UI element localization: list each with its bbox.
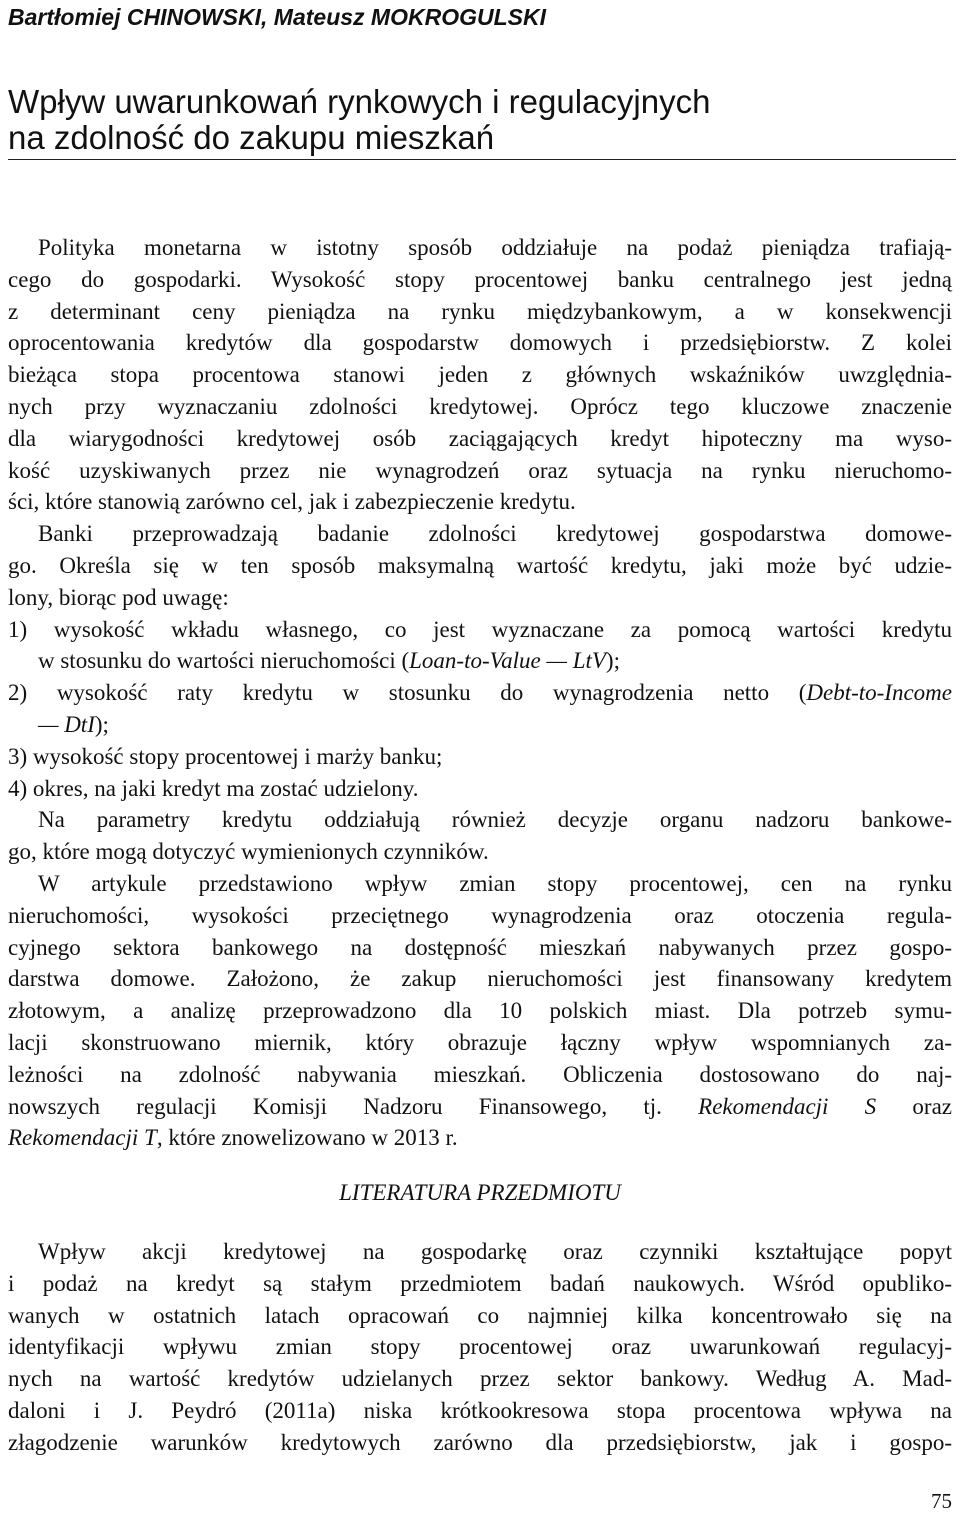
text-line: W artykule przedstawiono wpływ zmian stopy procentowej, cen na rynku: [38, 870, 952, 896]
list-item-2-line-2: — DtI);: [38, 711, 109, 737]
text-line: go. Określa się w ten sposób maksymalną wartość kredytu, jaki może być udzie-: [8, 552, 952, 578]
text-line: cego do gospodarki. Wysokość stopy procentowej banku centralnego jest jedną: [8, 266, 952, 292]
list-item-1-line-1: 1) wysokość wkładu własnego, co jest wyznaczane za pomocą wartości kredytu: [8, 616, 952, 642]
text-line: wanych w ostatnich latach opracowań co najmniej kilka koncentrowało się na: [8, 1302, 952, 1328]
article-title: [8, 84, 952, 156]
list-item-4: 4) okres, na jaki kredyt ma zostać udzielony.: [8, 775, 419, 801]
text-line: nieruchomości, wysokości przeciętnego wynagrodzenia oraz otoczenia regula-: [8, 902, 952, 928]
title-line-1: Wpływ uwarunkowań rynkowych i regulacyjnych: [8, 83, 711, 120]
text-line: dla wiarygodności kredytowej osób zaciągających kredyt hipoteczny ma wyso-: [8, 425, 952, 451]
text-line: lony, biorąc pod uwagę:: [8, 584, 229, 610]
text-line: nych na wartość kredytów udzielanych przez sektor bankowy. Według A. Mad-: [8, 1366, 952, 1392]
section-heading: LITERATURA PRZEDMIOTU: [339, 1180, 621, 1205]
text-line: Wpływ akcji kredytowej na gospodarkę oraz czynniki kształtujące popyt: [38, 1239, 952, 1264]
list-item-1-line-2: w stosunku do wartości nieruchomości (Loan-to-Value — LtV);: [38, 648, 620, 674]
list-item-2-line-1: 2) wysokość raty kredytu w stosunku do wynagrodzenia netto (Debt-to-Income: [8, 680, 952, 706]
text-line: lacji skonstruowano miernik, który obrazuje łączny wpływ wspomnianych za-: [8, 1029, 952, 1055]
literature-paragraph: [8, 1236, 952, 1459]
text-line: nych przy wyznaczaniu zdolności kredytowej. Oprócz tego kluczowe znaczenie: [8, 393, 952, 419]
text-line: Banki przeprowadzają badanie zdolności kredytowej gospodarstwa domowe-: [38, 521, 952, 547]
text-line: identyfikacji wpływu zmian stopy procentowej oraz uwarunkowań regulacyj-: [8, 1334, 952, 1360]
page-number: 75: [931, 1489, 952, 1513]
text-line: Polityka monetarna w istotny sposób oddziałuje na podaż pieniądza trafiają-: [38, 235, 952, 260]
text-line: Na parametry kredytu oddziałują również decyzje organu nadzoru bankowe-: [38, 807, 952, 833]
text-line: z determinant ceny pieniądza na rynku międzybankowym, a w konsekwencji: [8, 298, 952, 324]
text-line: daloni i J. Peydró (2011a) niska krótkookresowa stopa procentowa wpływa na: [8, 1397, 952, 1423]
text-line: cyjnego sektora bankowego na dostępność mieszkań nabywanych przez gospo-: [8, 934, 952, 960]
text-line: kość uzyskiwanych przez nie wynagrodzeń oraz sytuacja na rynku nieruchomo-: [8, 457, 952, 483]
text-line: go, które mogą dotyczyć wymienionych czynników.: [8, 839, 489, 865]
intro-paragraphs: [8, 232, 952, 1154]
text-line: bieżąca stopa procentowa stanowi jeden z głównych wskaźników uwzględnia-: [8, 362, 952, 388]
text-line: oprocentowania kredytów dla gospodarstw domowych i przedsiębiorstw. Z kolei: [8, 330, 952, 356]
text-line: złagodzenie warunków kredytowych zarówno dla przedsiębiorstw, jak i gospo-: [8, 1429, 952, 1455]
text-line: Rekomendacji T, które znowelizowano w 2013 r.: [8, 1125, 458, 1151]
text-line: leżności na zdolność nabywania mieszkań. Obliczenia dostosowano do naj-: [8, 1061, 952, 1087]
list-item-3: 3) wysokość stopy procentowej i marży banku;: [8, 743, 443, 769]
title-divider: [8, 159, 956, 160]
text-line: darstwa domowe. Założono, że zakup nieruchomości jest finansowany kredytem: [8, 966, 952, 992]
text-line: ści, które stanowią zarówno cel, jak i zabezpieczenie kredytu.: [8, 489, 576, 515]
text-line: złotowym, a analizę przeprowadzono dla 10 polskich miast. Dla potrzeb symu-: [8, 998, 952, 1024]
authors-header: Bartłomiej CHINOWSKI, Mateusz MOKROGULSKI: [8, 4, 546, 30]
text-line: i podaż na kredyt są stałym przedmiotem badań naukowych. Wśród opubliko-: [8, 1270, 952, 1296]
text-line: nowszych regulacji Komisji Nadzoru Finansowego, tj. Rekomendacji S oraz: [8, 1093, 953, 1119]
title-line-2: na zdolność do zakupu mieszkań: [8, 119, 495, 156]
